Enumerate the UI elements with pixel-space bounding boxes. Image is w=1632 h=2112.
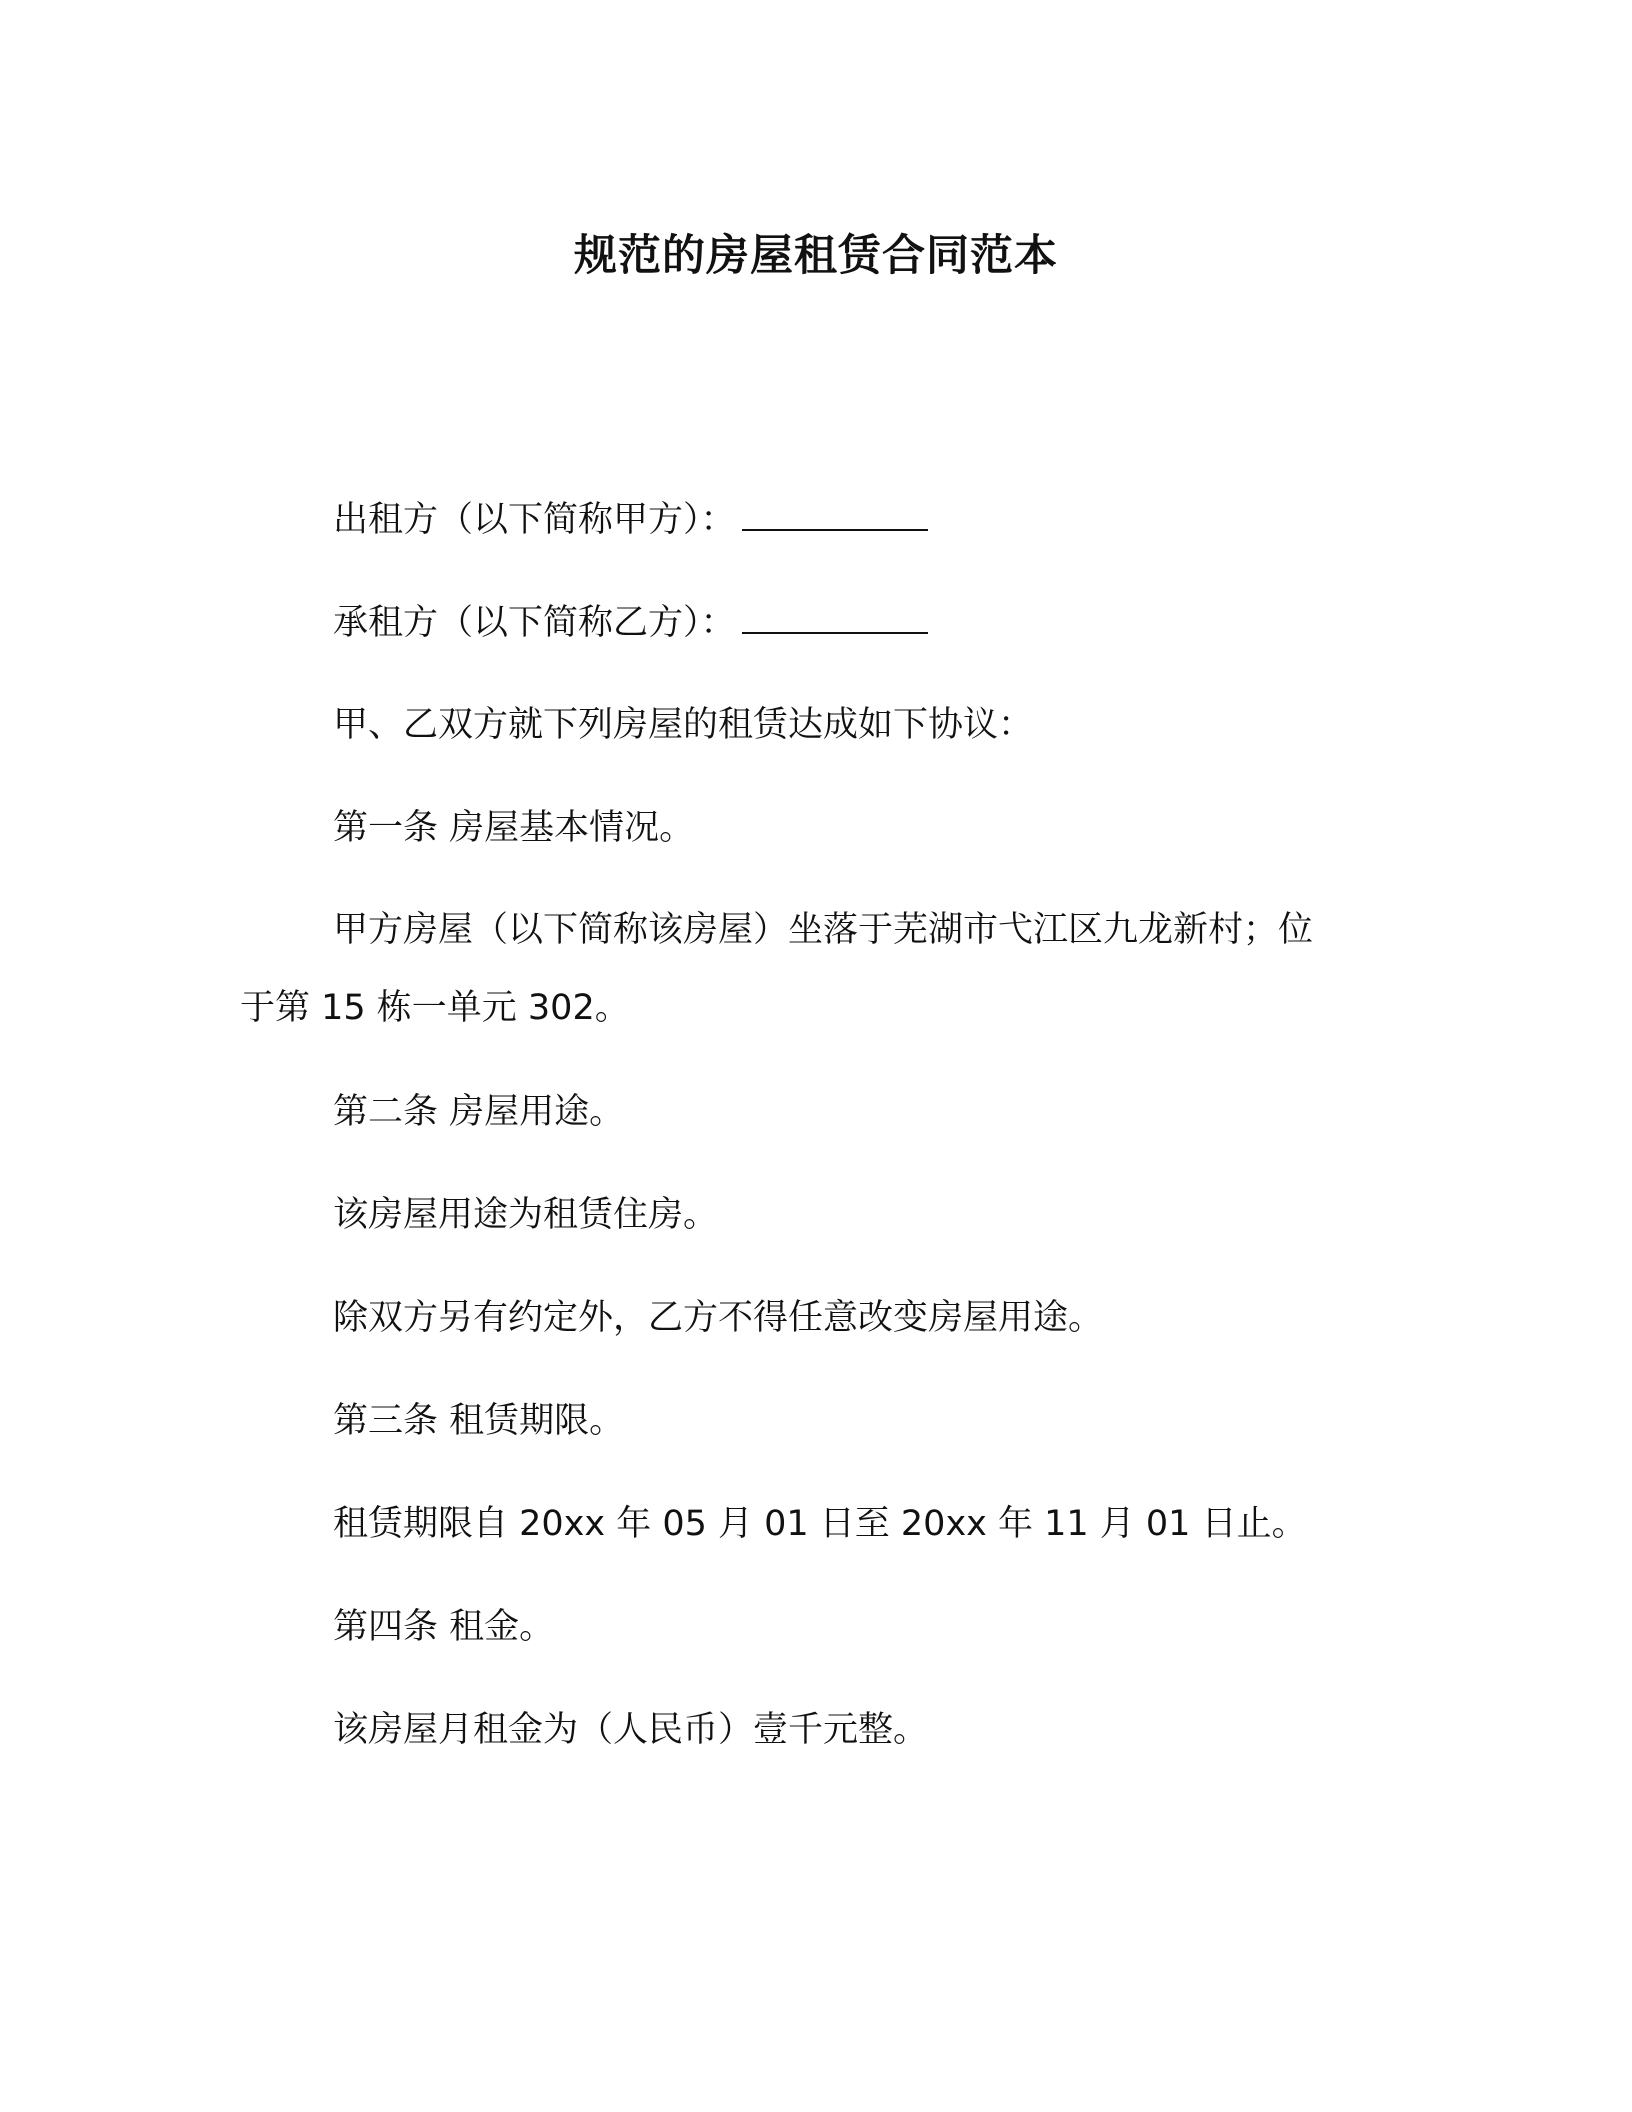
article4-heading: 第四条 租金。 bbox=[333, 1607, 555, 1647]
lessor-label: 出租方（以下简称甲方）： bbox=[333, 500, 736, 540]
article3-text: 租赁期限自 20xx 年 05 月 01 日至 20xx 年 11 月 01 日止。 bbox=[333, 1504, 1307, 1544]
agreement-intro: 甲、乙双方就下列房屋的租赁达成如下协议： bbox=[333, 705, 1034, 745]
document-title: 规范的房屋租赁合同范本 bbox=[574, 231, 1058, 281]
article1-heading: 第一条 房屋基本情况。 bbox=[333, 808, 695, 848]
article2-text: 该房屋用途为租赁住房。 bbox=[333, 1195, 719, 1235]
lessee-blank-field[interactable] bbox=[742, 602, 928, 634]
article1-text-line2: 于第 15 栋一单元 302。 bbox=[240, 988, 630, 1028]
article1-text-line1: 甲方房屋（以下简称该房屋）坐落于芜湖市弋江区九龙新村；位 bbox=[333, 910, 1314, 950]
lessor-line bbox=[333, 496, 928, 544]
article3-heading: 第三条 租赁期限。 bbox=[333, 1401, 625, 1441]
lessor-blank-field[interactable] bbox=[742, 499, 928, 531]
lessee-line bbox=[333, 599, 928, 647]
article2-heading: 第二条 房屋用途。 bbox=[333, 1092, 625, 1132]
article2-note: 除双方另有约定外，乙方不得任意改变房屋用途。 bbox=[333, 1298, 1104, 1338]
article4-text: 该房屋月租金为（人民币）壹千元整。 bbox=[333, 1710, 929, 1750]
lessee-label: 承租方（以下简称乙方）： bbox=[333, 603, 736, 643]
